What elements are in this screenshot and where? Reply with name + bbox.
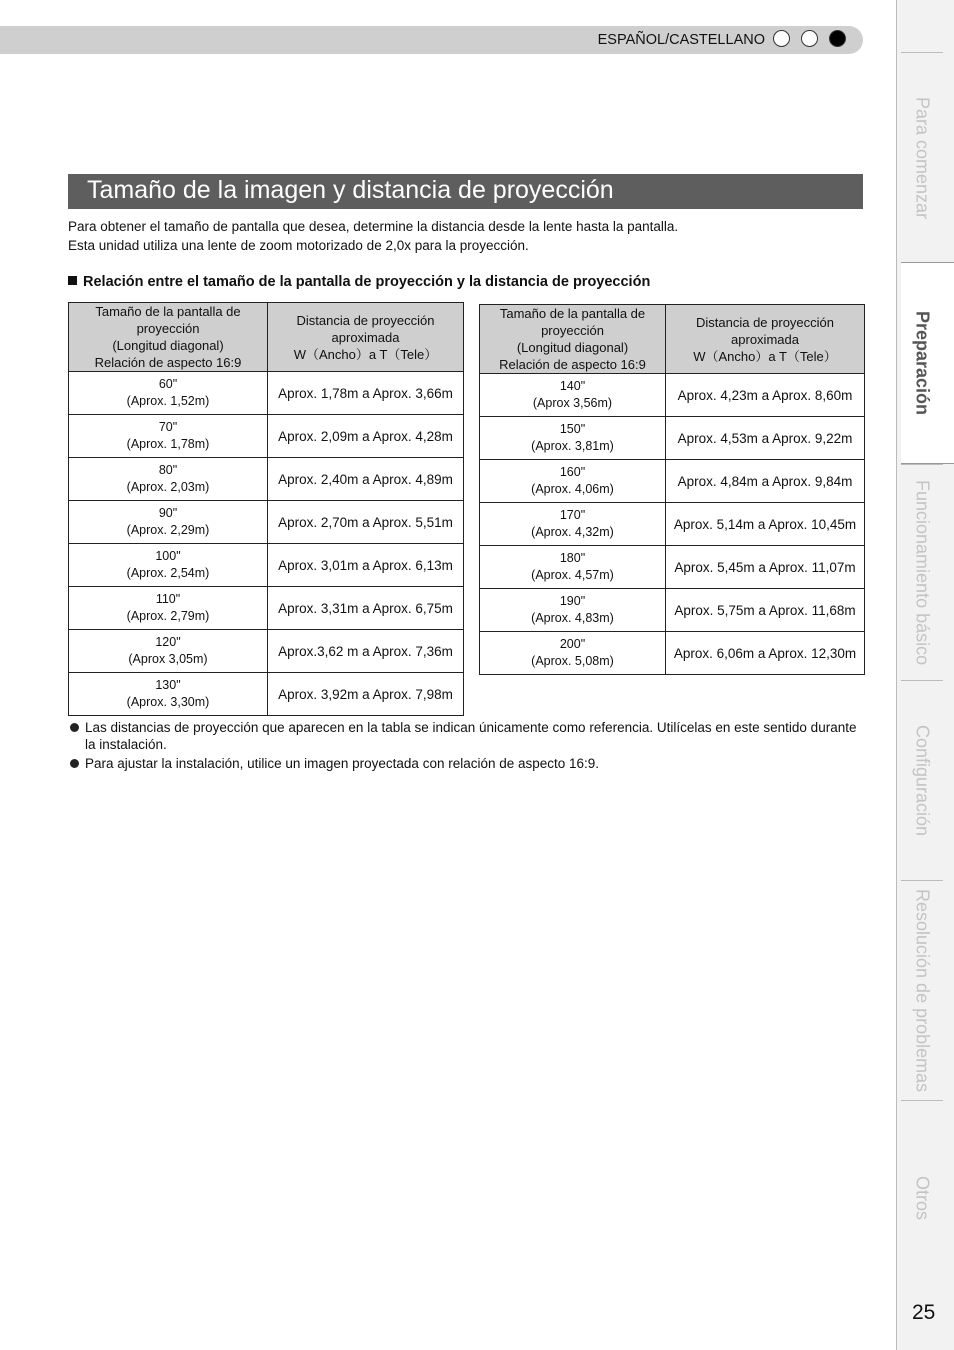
screen-size-meters: (Aprox. 3,30m) [126,695,210,709]
screen-size-inches: 160" [559,465,586,479]
page-title: Tamaño de la imagen y distancia de proyección [87,176,614,204]
section-indicator-circle-icon [773,30,790,47]
screen-size-cell [480,503,666,546]
screen-size-cell [480,546,666,589]
screen-size-inches: 200" [559,637,586,651]
note-text: Para ajustar la instalación, utilice un imagen proyectada con relación de aspecto 16:9. [85,756,600,771]
table-row [480,632,865,675]
sidebar-tab-otros[interactable] [901,1100,943,1296]
tab-label: Configuración [912,725,933,837]
screen-size-meters: (Aprox. 1,52m) [126,394,210,408]
header-text: aproximada [731,331,799,347]
screen-size-meters: (Aprox. 2,79m) [126,609,210,623]
language-bar [0,26,863,54]
header-text: Tamaño de la pantalla de [95,304,241,319]
sidebar-tab-para-comenzar[interactable] [901,52,943,263]
note-item [68,719,868,753]
screen-size-inches: 60" [158,377,178,391]
screen-size-meters: (Aprox. 1,78m) [126,437,210,451]
table-row [69,673,464,716]
table-row [480,589,865,632]
page-title-band [68,174,863,209]
screen-size-cell [69,501,268,544]
table-row [480,374,865,417]
projection-table-left [68,302,464,716]
page-number: 25 [912,1301,936,1324]
screen-size-cell [480,374,666,417]
tab-label: Preparación [912,310,933,416]
sidebar-tab-preparacion[interactable] [901,262,954,464]
table-row [69,372,464,415]
section-indicator-filled-circle-icon [829,30,846,47]
screen-size-inches: 170" [559,508,586,522]
table-header-row [480,305,865,374]
screen-size-inches: 120" [155,635,181,649]
screen-size-meters: (Aprox. 2,03m) [126,480,210,494]
tab-label: Otros [912,1176,933,1221]
header-text: W（Ancho）a T（Tele） [693,348,837,364]
sidebar-tab-funcionamiento-basico[interactable] [901,464,943,680]
header-projection-distance [666,305,865,374]
intro-line-1: Para obtener el tamaño de pantalla que desea, determine la distancia desde la lente hasta la pantalla. [68,219,679,234]
square-bullet-icon [68,276,77,285]
intro-line-2: Esta unidad utiliza una lente de zoom motorizado de 2,0x para la proyección. [68,238,529,253]
table-row [480,460,865,503]
screen-size-meters: (Aprox. 5,08m) [531,654,614,668]
table-row [480,417,865,460]
header-text: (Longitud diagonal) [112,338,224,353]
table-row [69,501,464,544]
table-row [480,503,865,546]
screen-size-inches: 90" [158,506,178,520]
screen-size-cell [69,673,268,716]
note-item [68,755,868,772]
screen-size-meters: (Aprox. 4,06m) [531,482,614,496]
section-subheading [68,274,650,290]
screen-size-inches: 110" [155,592,181,606]
bullet-dot-icon [70,759,79,768]
screen-size-inches: 190" [559,594,586,608]
tab-label: Para comenzar [912,96,933,220]
screen-size-cell [69,415,268,458]
projection-distance-cell: Aprox. 6,06m a Aprox. 12,30m [666,632,865,675]
tab-label: Resolución de problemas [912,889,933,1093]
projection-distance-cell: Aprox. 4,53m a Aprox. 9,22m [666,417,865,460]
projection-distance-cell: Aprox. 3,92m a Aprox. 7,98m [268,673,464,716]
screen-size-cell [480,460,666,503]
projection-distance-cell: Aprox. 4,23m a Aprox. 8,60m [666,374,865,417]
header-text: Relación de aspecto 16:9 [94,355,242,370]
screen-size-meters: (Aprox. 2,54m) [126,566,210,580]
projection-distance-cell: Aprox. 2,40m a Aprox. 4,89m [268,458,464,501]
bullet-dot-icon [70,723,79,732]
projection-distance-cell: Aprox. 5,75m a Aprox. 11,68m [666,589,865,632]
tab-label: Funcionamiento básico [912,479,933,666]
subheading-text: Relación entre el tamaño de la pantalla de proyección y la distancia de proyección [83,274,651,290]
screen-size-meters: (Aprox. 2,29m) [126,523,210,537]
projection-distance-cell: Aprox. 3,01m a Aprox. 6,13m [268,544,464,587]
notes-list [68,719,868,774]
screen-size-cell [69,458,268,501]
screen-size-inches: 70" [158,420,178,434]
screen-size-meters: (Aprox. 3,81m) [531,439,614,453]
header-text: (Longitud diagonal) [516,340,629,355]
language-label: ESPAÑOL/CASTELLANO [597,32,765,48]
table-row [69,415,464,458]
table-row [69,587,464,630]
header-screen-size [480,305,666,374]
table-row [69,630,464,673]
projection-distance-cell: Aprox. 5,14m a Aprox. 10,45m [666,503,865,546]
sidebar-tab-resolucion-de-problemas[interactable] [901,880,943,1101]
table-header-row [69,303,464,372]
screen-size-inches: 180" [559,551,586,565]
screen-size-cell [69,372,268,415]
screen-size-cell [69,630,268,673]
screen-size-inches: 130" [155,678,181,692]
note-text: Las distancias de proyección que aparecen en la tabla se indican únicamente como referencia. Utilícelas en este sentido durante la instalación. [85,720,857,752]
screen-size-cell [69,587,268,630]
table-row [69,544,464,587]
header-projection-distance [268,303,464,372]
header-text: Distancia de proyección [296,312,435,328]
table-row [69,458,464,501]
table-row [480,546,865,589]
header-text: aproximada [331,329,400,345]
screen-size-cell [480,632,666,675]
projection-distance-cell: Aprox. 5,45m a Aprox. 11,07m [666,546,865,589]
projection-distance-cell: Aprox. 2,09m a Aprox. 4,28m [268,415,464,458]
header-text: Relación de aspecto 16:9 [499,357,646,372]
screen-size-meters: (Aprox 3,05m) [128,652,208,666]
sidebar-tab-configuracion[interactable] [901,680,943,881]
screen-size-inches: 140" [559,379,586,393]
screen-size-inches: 80" [158,463,178,477]
screen-size-meters: (Aprox. 4,83m) [531,611,614,625]
projection-table-right [479,304,865,675]
header-screen-size [69,303,268,372]
screen-size-meters: (Aprox 3,56m) [532,396,613,410]
projection-distance-cell: Aprox. 2,70m a Aprox. 5,51m [268,501,464,544]
screen-size-cell [480,417,666,460]
projection-distance-cell: Aprox. 4,84m a Aprox. 9,84m [666,460,865,503]
section-indicator-circle-icon [801,30,818,47]
screen-size-meters: (Aprox. 4,32m) [531,525,614,539]
screen-size-cell [480,589,666,632]
screen-size-inches: 150" [559,422,586,436]
projection-distance-cell: Aprox.3,62 m a Aprox. 7,36m [268,630,464,673]
screen-size-meters: (Aprox. 4,57m) [531,568,614,582]
header-text: proyección [541,323,604,338]
projection-distance-cell: Aprox. 1,78m a Aprox. 3,66m [268,372,464,415]
screen-size-cell [69,544,268,587]
projection-distance-cell: Aprox. 3,31m a Aprox. 6,75m [268,587,464,630]
screen-size-inches: 100" [155,549,181,563]
header-text: Tamaño de la pantalla de [499,306,646,321]
header-text: W（Ancho）a T（Tele） [293,346,438,362]
header-text: Distancia de proyección [695,314,835,330]
header-text: proyección [136,321,200,336]
